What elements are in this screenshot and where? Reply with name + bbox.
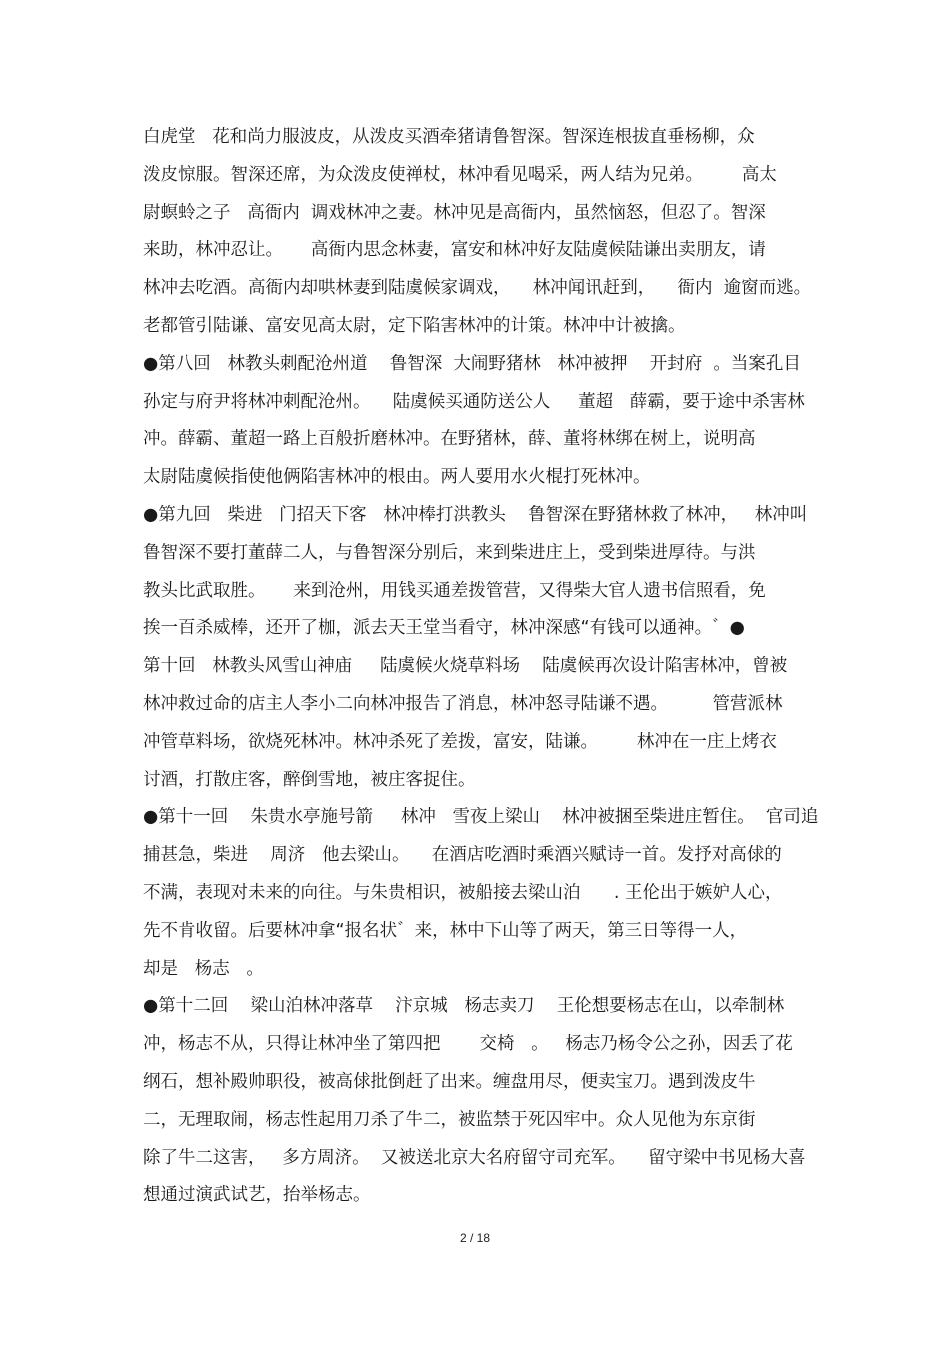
text-line: 捕甚急，柴进 周济 他去梁山。 在酒店吃酒时乘酒兴赋诗一首。发抒对高俅的 (143, 845, 782, 866)
text-line: 冲。薛霸、董超一路上百般折磨林冲。在野猪林，薛、董将林绑在树上，说明高 (143, 429, 756, 450)
text-line: 鲁智深不要打董薛二人，与鲁智深分别后，来到柴进庄上，受到柴进厚待。与洪 (143, 542, 756, 563)
text-line: ●第十二回 梁山泊林冲落草 汴京城 杨志卖刀 王伦想要杨志在山，以牵制林 (143, 996, 785, 1017)
text-line: 挨一百杀威棒，还开了枷，派去天王堂当看守，林冲深感“有钱可以通神。゛● (143, 618, 745, 639)
text-line: 却是 杨志 。 (143, 958, 264, 979)
text-line: 太尉陆虞候指使他俩陷害林冲的根由。两人要用水火棍打死林冲。 (143, 467, 651, 488)
text-line: 泼皮惊服。智深还席，为众泼皮使禅杖，林冲看见喝采，两人结为兄弟。 高太 (143, 164, 777, 185)
text-line: ●第十一回 朱贵水亭施号箭 林冲 雪夜上梁山 林冲被捆至柴进庄暂住。 官司追 (143, 807, 819, 828)
text-line: 白虎堂 花和尚力服波皮，从泼皮买酒牵猪请鲁智深。智深连根拔直垂杨柳，众 (143, 127, 755, 147)
text-line: 来助，林冲忍让。 高衙内思念林妻，富安和林冲好友陆虞候陆谦出卖朋友，请 (143, 240, 766, 261)
text-line: 林冲去吃酒。高衙内却哄林妻到陆虞候家调戏， 林冲闻讯赶到， 衙内 逾窗而逃。 (143, 278, 812, 299)
page-number: 2 / 18 (459, 1231, 491, 1245)
text-line: 尉螟蛉之子 高衙内 调戏林冲之妻。林冲见是高衙内，虽然恼怒，但忍了。智深 (143, 202, 766, 223)
text-line: 除了牛二这害， 多方周济。 又被送北京大名府留守司充军。 留守梁中书见杨大喜 (143, 1147, 806, 1168)
text-line: 老都管引陆谦、富安见高太尉，定下陷害林冲的计策。林冲中计被擒。 (143, 315, 686, 336)
text-line: 第十回 林教头风雪山神庙 陆虞候火烧草料场 陆虞候再次设计陷害林冲，曾被 (143, 656, 788, 677)
text-line: 纲石，想补殿帅职役，被高俅批倒赶了出来。缠盘用尽，便卖宝刀。遇到泼皮牛 (143, 1071, 756, 1092)
text-line: 讨酒，打散庄客，醉倒雪地，被庄客捉住。 (143, 769, 476, 790)
text-line: 林冲救过命的店主人李小二向林冲报告了消息，林冲怒寻陆谦不遇。 管营派林 (143, 693, 783, 714)
text-line: ●第九回 柴进 门招天下客 林冲棒打洪教头 鲁智深在野猪林救了林冲， 林冲叫 (143, 504, 808, 525)
body-text (143, 119, 819, 1215)
text-line: 先不肯收留。后要林冲拿“报名状゛来，林中下山等了两天，第三日等得一人， (143, 920, 748, 941)
text-line: 想通过演武试艺，抬举杨志。 (143, 1185, 371, 1206)
text-line: 冲，杨志不从，只得让林冲坐了第四把 交椅 。 杨志乃杨令公之孙，因丢了花 (143, 1034, 793, 1055)
text-line: 冲管草料场，欲烧死林冲。林冲杀死了差拨，富安，陆谦。 林冲在一庄上烤衣 (143, 731, 777, 752)
text-line: ●第八回 林教头刺配沧州道 鲁智深 大闹野猪林 林冲被押 开封府 。当案孔目 (143, 353, 801, 374)
text-line: 不满，表现对未来的向往。与朱贵相识，被船接去梁山泊 . 王伦出于嫉妒人心， (143, 882, 783, 903)
text-line: 孙定与府尹将林冲刺配沧州。 陆虞候买通防送公人 董超 薛霸，要于途中杀害林 (143, 391, 805, 412)
text-line: 二，无理取闹，杨志性起用刀杀了牛二，被监禁于死囚牢中。众人见他为东京街 (143, 1109, 756, 1130)
text-line: 教头比武取胜。 来到沧州，用钱买通差拨管营，又得柴大官人遗书信照看，免 (143, 580, 766, 601)
